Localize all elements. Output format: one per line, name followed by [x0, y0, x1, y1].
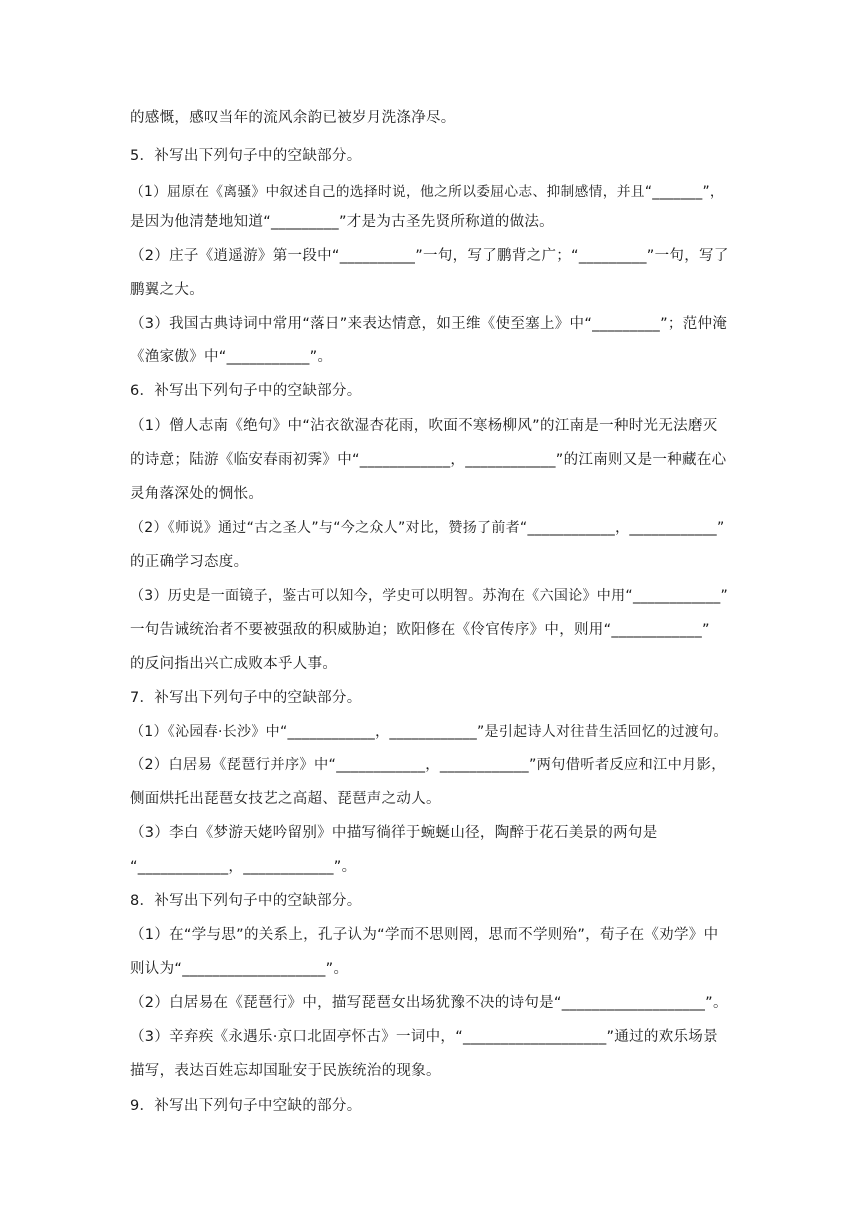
- text-line: 侧面烘托出琵琶女技艺之高超、琵琶声之动人。: [130, 791, 441, 807]
- question-heading: 7．补写出下列句子中的空缺部分。: [130, 690, 362, 706]
- text-line: “____________，____________”。: [130, 859, 357, 875]
- text-line: （1）僧人志南《绝句》中“沾衣欲湿杏花雨，吹面不寒杨柳风”的江南是一种时光无法磨灭: [130, 418, 718, 434]
- text-line: （3）我国古典诗词中常用“落日”来表达情意，如王维《使至塞上》中“_________”；范仲淹: [130, 316, 728, 332]
- text-line: （1）在“学与思”的关系上，孔子认为“学而不思则罔，思而不学则殆”，荀子在《劝学》中: [130, 927, 719, 943]
- text-line: 是因为他清楚地知道“_________”才是为古圣先贤所称道的做法。: [130, 214, 554, 230]
- text-line: 一句告诫统治者不要被强敌的积威胁迫；欧阳修在《伶官传序》中，则用“____________”: [130, 622, 710, 638]
- text-line: 鹏翼之大。: [130, 282, 204, 298]
- text-line: （2）白居易在《琵琶行》中，描写琵琶女出场犹豫不决的诗句是“___________________”。: [130, 995, 728, 1011]
- question-heading: 6．补写出下列句子中的空缺部分。: [130, 383, 362, 399]
- text-line: 的正确学习态度。: [130, 554, 249, 570]
- text-line: （1）《沁园春·长沙》中“____________，____________”是引起诗人对往昔生活回忆的过渡句。: [130, 724, 728, 740]
- text-line: （2）《师说》通过“古之圣人”与“今之众人”对比，赞扬了前者“____________，____________”: [130, 520, 725, 536]
- text-line: 描写，表达百姓忘却国耻安于民族统治的现象。: [130, 1063, 441, 1079]
- text-line: 的诗意；陆游《临安春雨初霁》中“____________，____________”的江南则又是一种藏在心: [130, 452, 727, 468]
- text-line: （3）历史是一面镜子，鉴古可以知今，学史可以明智。苏洵在《六国论》中用“____________”: [130, 588, 729, 604]
- text-line: （2）庄子《逍遥游》第一段中“__________”一句，写了鹏背之广；“_________”一句，写了: [130, 248, 729, 264]
- text-line: （3）李白《梦游天姥吟留别》中描写徜徉于蜿蜒山径，陶醉于花石美景的两句是: [130, 825, 658, 841]
- question-heading: 9．补写出下列句子中空缺的部分。: [130, 1098, 362, 1114]
- text-line: （3）辛弃疾《永遇乐·京口北固亭怀古》一词中，“___________________”通过的欢乐场景: [130, 1029, 718, 1045]
- text-line: （2）白居易《琵琶行并序》中“____________，____________”两句借听者反应和江中月影，: [130, 757, 726, 773]
- text-line: 灵角落深处的惆怅。: [130, 486, 264, 502]
- text-line: 的感慨，感叹当年的流风余韵已被岁月洗涤净尽。: [130, 110, 456, 126]
- question-heading: 8．补写出下列句子中的空缺部分。: [130, 893, 362, 909]
- text-line: 《渔家傲》中“___________”。: [130, 349, 333, 365]
- text-line: 则认为“___________________”。: [130, 961, 349, 977]
- text-line: 的反问指出兴亡成败本乎人事。: [130, 656, 338, 672]
- text-line: （1）屈原在《离骚》中叙述自己的选择时说，他之所以委屈心志、抑制感情，并且“_______”，: [130, 184, 724, 200]
- question-heading: 5．补写出下列句子中的空缺部分。: [130, 148, 362, 164]
